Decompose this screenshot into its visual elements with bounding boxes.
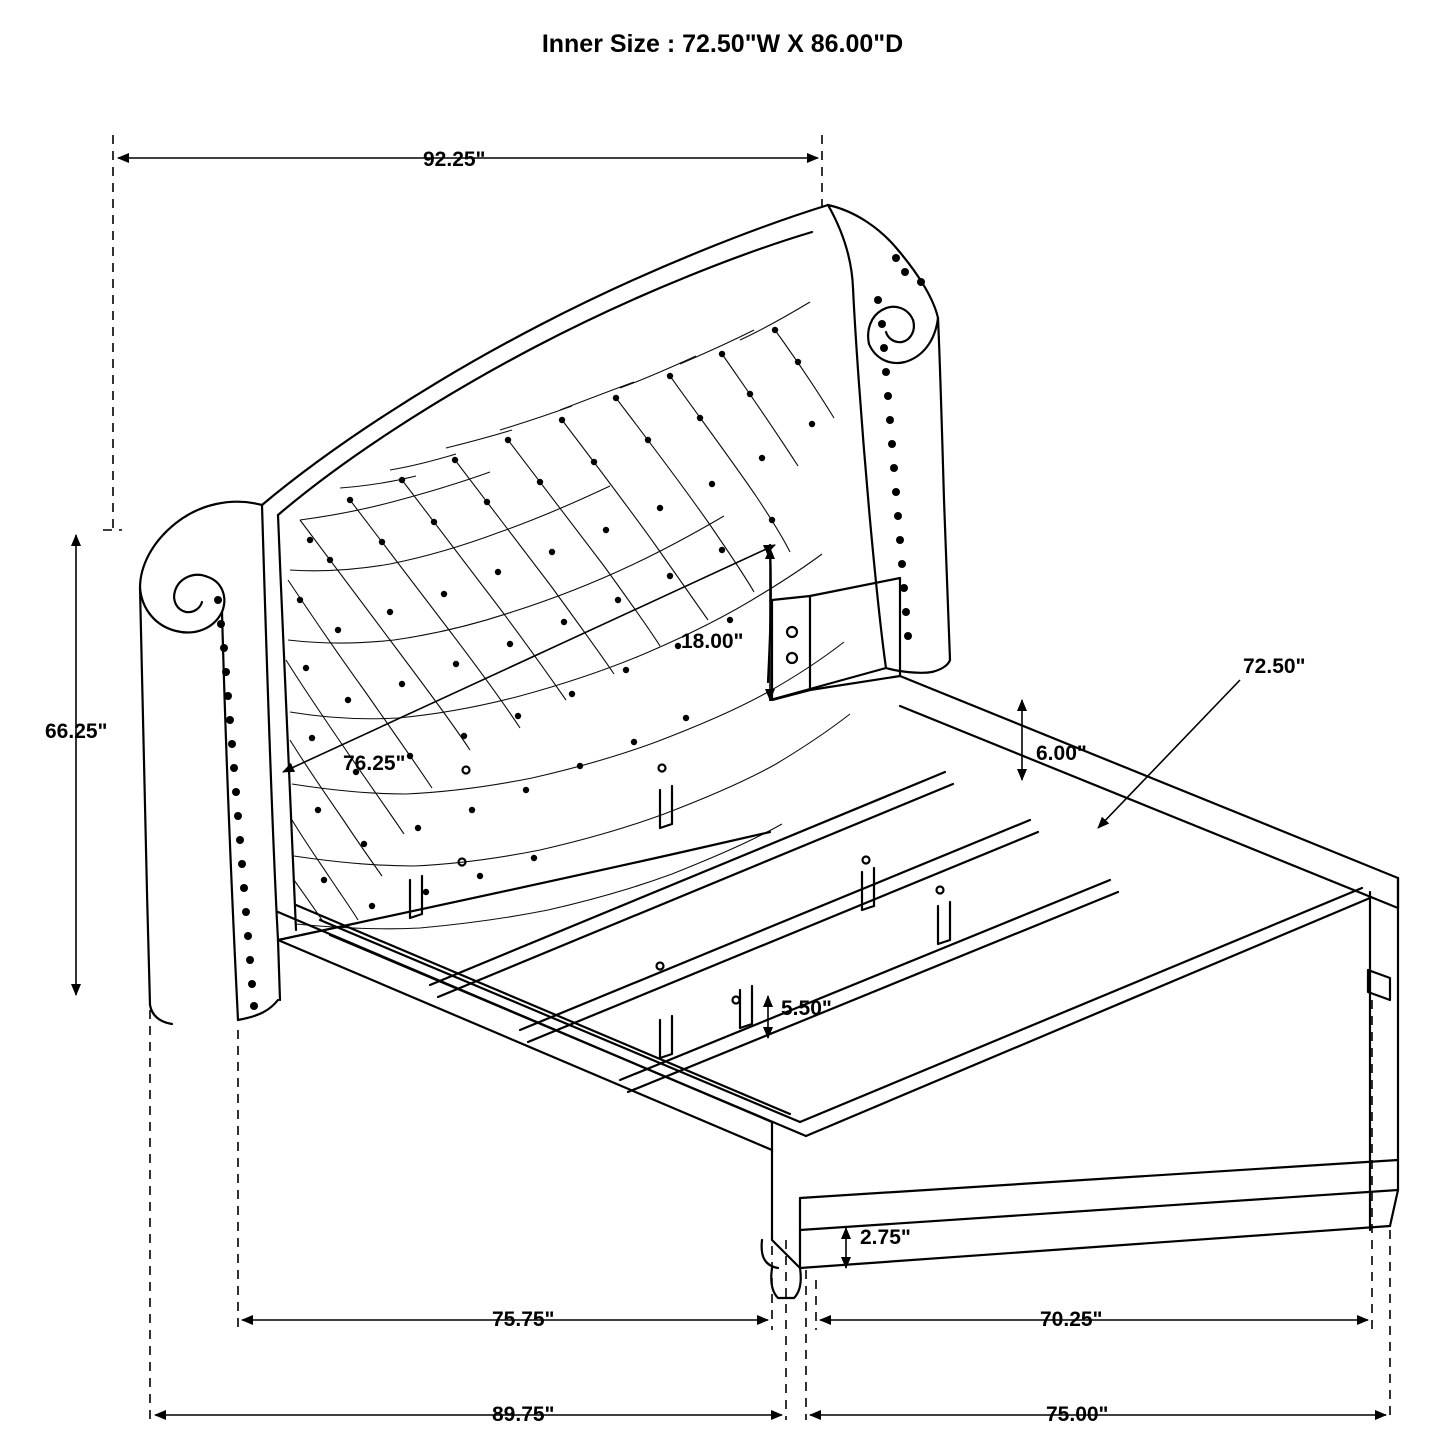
dimension-headboard-panel-width: 76.25" [343, 752, 406, 775]
dimension-leg-height: 2.75" [860, 1226, 911, 1249]
dimension-overall-width: 92.25" [423, 148, 486, 171]
dimension-bottom-right-length: 75.00" [1046, 1403, 1109, 1426]
page-title: Inner Size : 72.50"W X 86.00"D [541, 30, 904, 58]
dimension-slat-support-height: 5.50" [781, 997, 832, 1020]
dimension-bottom-left-length: 89.75" [492, 1403, 555, 1426]
dimension-rail-height: 6.00" [1036, 742, 1087, 765]
dimension-side-length-front: 75.75" [492, 1308, 555, 1331]
dimension-headboard-clearance: 18.00" [681, 630, 744, 653]
dimension-inner-width: 72.50" [1243, 655, 1306, 678]
dimension-overall-height: 66.25" [45, 720, 108, 743]
dimension-footboard-depth: 70.25" [1040, 1308, 1103, 1331]
